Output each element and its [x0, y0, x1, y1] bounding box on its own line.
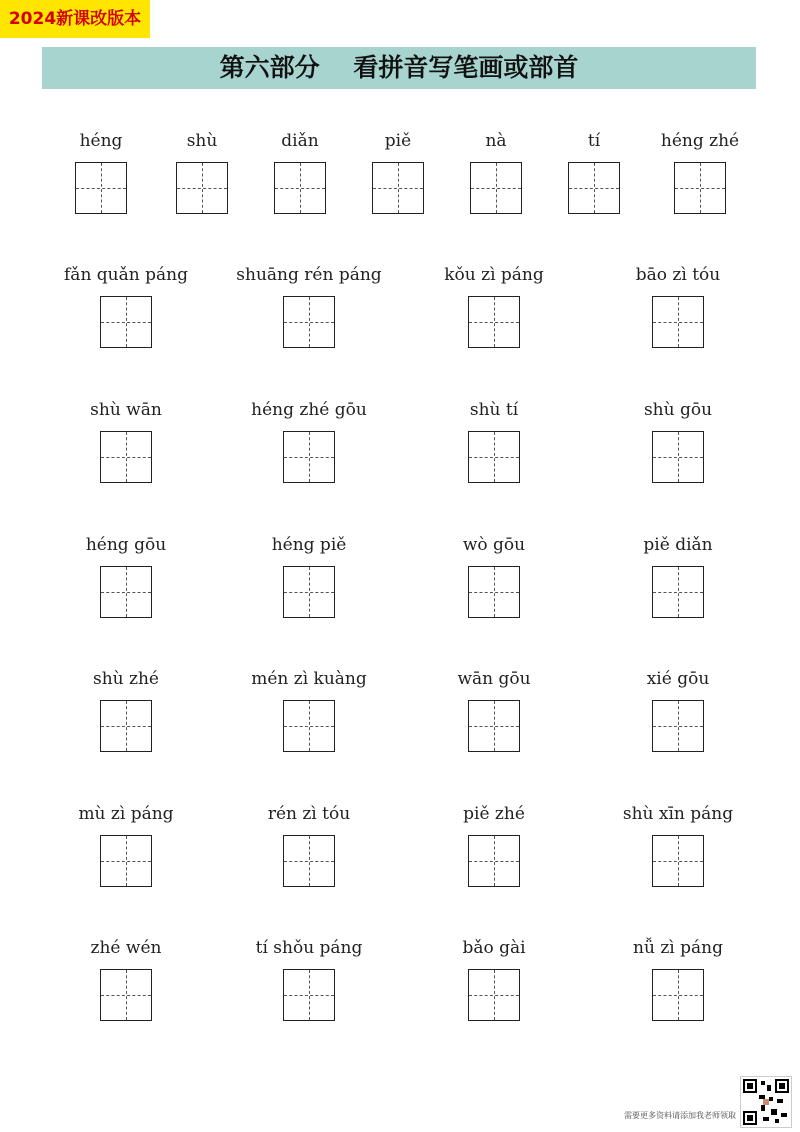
writing-grid-box[interactable] — [100, 700, 152, 752]
pinyin-label: nà — [485, 131, 507, 151]
exercise-item — [36, 262, 216, 348]
exercise-item — [219, 801, 399, 887]
footer-note: 需要更多资料请添加我老师领取 — [624, 1111, 736, 1120]
exercise-item — [588, 262, 768, 348]
writing-grid-box[interactable] — [468, 431, 520, 483]
pinyin-label: piě zhé — [463, 804, 525, 824]
exercise-item — [219, 262, 399, 348]
exercise-row — [0, 397, 800, 487]
exercise-item — [36, 801, 216, 887]
pinyin-label: piě diǎn — [643, 535, 713, 555]
exercise-item — [219, 666, 399, 752]
section-title: 第六部分 看拼音写笔画或部首 — [42, 47, 756, 89]
writing-grid-box[interactable] — [468, 296, 520, 348]
exercise-item — [404, 397, 584, 483]
writing-grid-box[interactable] — [283, 296, 335, 348]
writing-grid-box[interactable] — [652, 431, 704, 483]
pinyin-label: shù tí — [469, 400, 519, 420]
pinyin-label: wān gōu — [457, 669, 531, 689]
exercise-item — [404, 935, 584, 1021]
pinyin-label: tí shǒu páng — [255, 938, 363, 958]
exercise-item — [36, 397, 216, 483]
writing-grid-box[interactable] — [100, 431, 152, 483]
exercise-item — [219, 532, 399, 618]
pinyin-label: héng gōu — [85, 535, 167, 555]
qr-code-icon — [740, 1076, 792, 1128]
writing-grid-box[interactable] — [100, 969, 152, 1021]
pinyin-label: shù — [186, 131, 218, 151]
pinyin-label: shù gōu — [643, 400, 713, 420]
writing-grid-box[interactable] — [283, 835, 335, 887]
writing-grid-box[interactable] — [468, 566, 520, 618]
exercise-row — [0, 801, 800, 891]
writing-grid-box[interactable] — [100, 296, 152, 348]
writing-grid-box[interactable] — [468, 835, 520, 887]
exercise-row — [0, 935, 800, 1025]
exercise-item — [36, 532, 216, 618]
pinyin-label: shù zhé — [93, 669, 159, 689]
exercise-item — [610, 128, 790, 214]
exercise-item — [36, 935, 216, 1021]
pinyin-label: bāo zì tóu — [635, 265, 721, 285]
exercise-item — [404, 666, 584, 752]
writing-grid-box[interactable] — [652, 296, 704, 348]
pinyin-label: piě — [384, 131, 412, 151]
exercise-item — [404, 532, 584, 618]
exercise-item — [404, 262, 584, 348]
pinyin-label: shuāng rén páng — [236, 265, 382, 285]
writing-grid-box[interactable] — [100, 566, 152, 618]
exercise-row — [0, 666, 800, 756]
writing-grid-box[interactable] — [652, 566, 704, 618]
exercise-item — [219, 397, 399, 483]
pinyin-label: diǎn — [281, 131, 319, 151]
pinyin-label: nǚ zì páng — [633, 938, 723, 958]
writing-grid-box[interactable] — [468, 969, 520, 1021]
writing-grid-box[interactable] — [100, 835, 152, 887]
pinyin-label: kǒu zì páng — [444, 265, 544, 285]
writing-grid-box[interactable] — [652, 700, 704, 752]
pinyin-label: bǎo gài — [462, 938, 526, 958]
exercise-row — [0, 262, 800, 352]
exercise-item — [588, 801, 768, 887]
pinyin-label: shù wān — [90, 400, 162, 420]
pinyin-label: héng — [79, 131, 123, 151]
writing-grid-box[interactable] — [674, 162, 726, 214]
exercise-row — [0, 532, 800, 622]
exercise-item — [588, 935, 768, 1021]
writing-grid-box[interactable] — [283, 431, 335, 483]
pinyin-label: fǎn quǎn páng — [64, 265, 188, 285]
exercise-item — [588, 532, 768, 618]
pinyin-label: zhé wén — [90, 938, 162, 958]
exercise-item — [36, 666, 216, 752]
writing-grid-box[interactable] — [283, 566, 335, 618]
pinyin-label: wò gōu — [462, 535, 526, 555]
edition-badge: 2024新课改版本 — [0, 0, 150, 38]
exercise-item — [588, 397, 768, 483]
exercise-item — [588, 666, 768, 752]
pinyin-label: héng zhé — [660, 131, 740, 151]
writing-grid-box[interactable] — [652, 969, 704, 1021]
pinyin-label: xié gōu — [646, 669, 710, 689]
pinyin-label: mù zì páng — [78, 804, 174, 824]
writing-grid-box[interactable] — [283, 969, 335, 1021]
writing-grid-box[interactable] — [283, 700, 335, 752]
exercise-item — [219, 935, 399, 1021]
pinyin-label: rén zì tóu — [267, 804, 351, 824]
exercise-row — [0, 128, 800, 218]
pinyin-label: shù xīn páng — [622, 804, 734, 824]
pinyin-label: héng piě — [271, 535, 347, 555]
pinyin-label: tí — [587, 131, 601, 151]
pinyin-label: mén zì kuàng — [251, 669, 367, 689]
writing-grid-box[interactable] — [468, 700, 520, 752]
writing-grid-box[interactable] — [652, 835, 704, 887]
pinyin-label: héng zhé gōu — [251, 400, 367, 420]
exercise-item — [404, 801, 584, 887]
